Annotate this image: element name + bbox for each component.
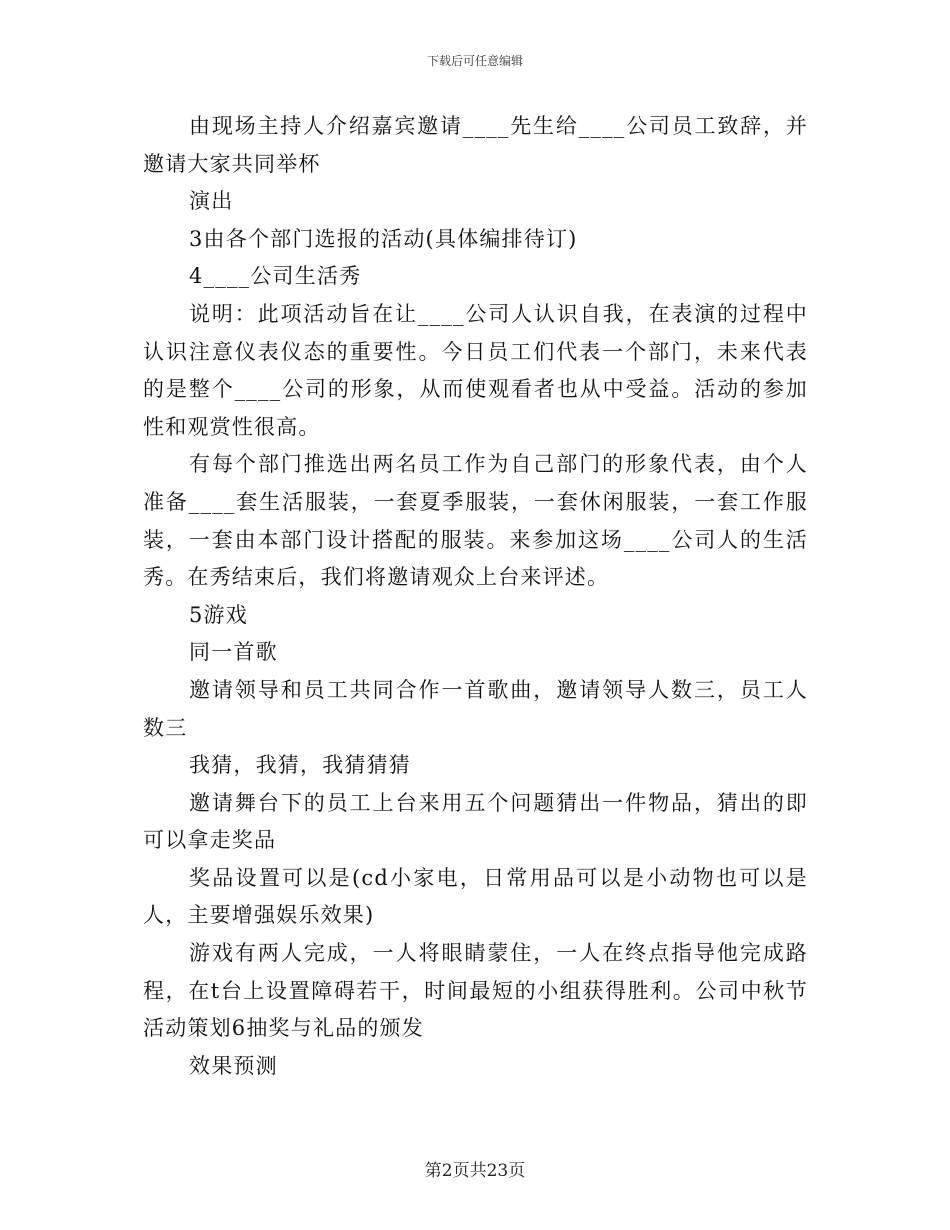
paragraph-show-details: 有每个部门推选出两名员工作为自己部门的形象代表，由个人准备____套生活服装，一套夏季服装，一套休闲服装，一套工作服装，一套由本部门设计搭配的服装。来参加这场____公司人的生活秀。在秀结束后，我们将邀请观众上台来评述。	[143, 452, 808, 590]
page-header-note: 下载后可任意编辑	[426, 54, 523, 68]
page-footer-page-number: 第2页共23页	[424, 1161, 526, 1181]
paragraph-guess-title: 我猜，我猜，我猜猜猜	[189, 753, 411, 778]
paragraph-song-desc: 邀请领导和员工共同合作一首歌曲，邀请领导人数三，员工人数三	[143, 677, 808, 740]
paragraph-effect-forecast: 效果预测	[189, 1053, 278, 1078]
paragraph-performance: 演出	[189, 189, 234, 214]
paragraph-guess-desc: 邀请舞台下的员工上台来用五个问题猜出一件物品，猜出的即可以拿走奖品	[143, 790, 808, 853]
paragraph-explanation: 说明：此项活动旨在让____公司人认识自我，在表演的过程中认识注意仪表仪态的重要性。今日员工们代表一个部门，未来代表的是整个____公司的形象，从而使观看者也从中受益。活动的参加性和观赏性很高。	[143, 301, 808, 439]
paragraph-prize-settings: 奖品设置可以是(cd小家电，日常用品可以是小动物也可以是人，主要增强娱乐效果)	[143, 865, 808, 928]
document-body	[143, 108, 808, 1085]
paragraph-item-5: 5游戏	[189, 602, 248, 627]
paragraph-song-title: 同一首歌	[189, 640, 278, 665]
paragraph-game-rules: 游戏有两人完成，一人将眼睛蒙住，一人在终点指导他完成路程，在t台上设置障碍若干，时间最短的小组获得胜利。公司中秋节活动策划6抽奖与礼品的颁发	[143, 941, 808, 1041]
paragraph-host-intro: 由现场主持人介绍嘉宾邀请____先生给____公司员工致辞，并邀请大家共同举杯	[143, 114, 808, 176]
paragraph-item-4: 4____公司生活秀	[189, 264, 362, 289]
paragraph-item-3: 3由各个部门选报的活动(具体编排待订)	[189, 226, 578, 251]
